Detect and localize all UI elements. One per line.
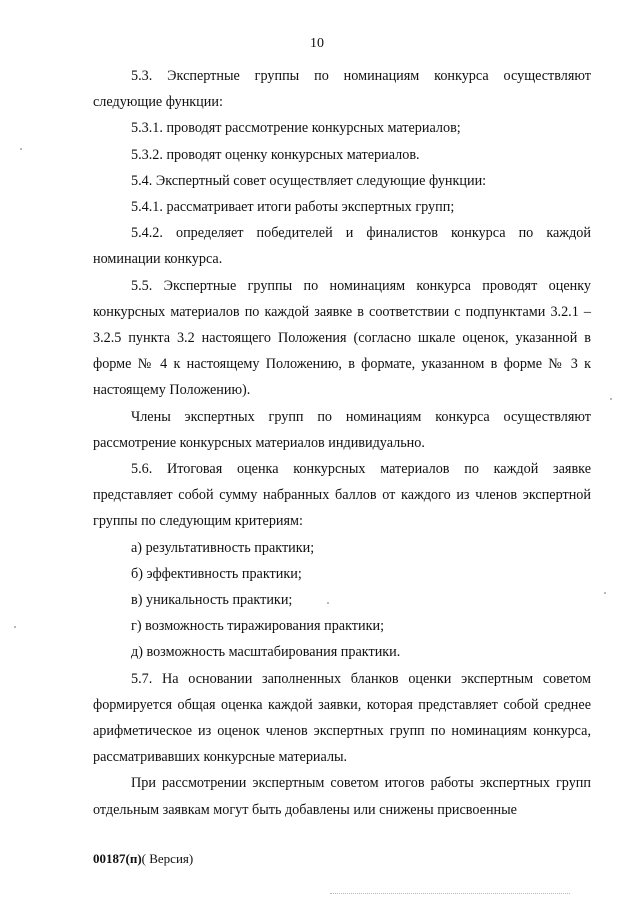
paragraph-5-5-members: Члены экспертных групп по номинациям конкурса осуществляют рассмотрение конкурсных материалов индивидуально. <box>93 408 591 451</box>
paragraph-5-3: 5.3. Экспертные группы по номинациям конкурса осуществляют следующие функции: <box>93 68 591 111</box>
footer-code: 00187(п) <box>93 851 142 866</box>
paragraph-review: При рассмотрении экспертным советом итогов работы экспертных групп отдельным заявкам могут быть добавлены или снижены присвоенные <box>93 775 591 818</box>
scan-speck <box>20 148 22 150</box>
criteria-item-g: г) возможность тиражирования практики; <box>131 618 385 635</box>
document-body <box>93 63 591 823</box>
paragraph-5-3-2: 5.3.2. проводят оценку конкурсных материалов. <box>131 146 420 163</box>
criteria-item-d: д) возможность масштабирования практики. <box>131 644 401 661</box>
scan-edge-line <box>330 893 570 894</box>
paragraph-5-3-1: 5.3.1. проводят рассмотрение конкурсных материалов; <box>131 120 461 137</box>
document-footer <box>93 851 193 867</box>
footer-version: ( Версия) <box>141 851 194 866</box>
scan-speck <box>327 602 329 604</box>
scan-speck <box>14 626 16 628</box>
criteria-item-v: в) уникальность практики; <box>131 592 293 609</box>
criteria-item-a: а) результативность практики; <box>131 539 315 556</box>
criteria-item-b: б) эффективность практики; <box>131 565 302 582</box>
paragraph-5-5: 5.5. Экспертные группы по номинациям конкурса проводят оценку конкурсных материалов по каждой заявке в соответствии с подпунктами 3.2.1 – 3.2.5 пункта 3.2 настоящего Положения (согласно шкале оценок, указанной в форме № 4 к настоящему Положению, в формате, указанном в форме № 3 к настоящему Положению). <box>93 277 591 399</box>
scan-speck <box>604 592 606 594</box>
scan-speck <box>610 398 612 400</box>
paragraph-5-6: 5.6. Итоговая оценка конкурсных материалов по каждой заявке представляет собой сумму набранных баллов от каждого из членов экспертной группы по следующим критериям: <box>93 461 591 530</box>
paragraph-5-4-1: 5.4.1. рассматривает итоги работы экспертных групп; <box>131 199 455 216</box>
page-number: 10 <box>310 36 324 51</box>
paragraph-5-7: 5.7. На основании заполненных бланков оценки экспертным советом формируется общая оценка каждой заявки, которая представляет собой среднее арифметическое из оценок членов экспертных групп по номинациям конкурса, рассматривавших конкурсные материалы. <box>93 670 591 766</box>
criteria-list <box>93 535 591 666</box>
paragraph-5-4-2: 5.4.2. определяет победителей и финалистов конкурса по каждой номинации конкурса. <box>93 225 591 268</box>
paragraph-5-4: 5.4. Экспертный совет осуществляет следующие функции: <box>131 172 487 189</box>
